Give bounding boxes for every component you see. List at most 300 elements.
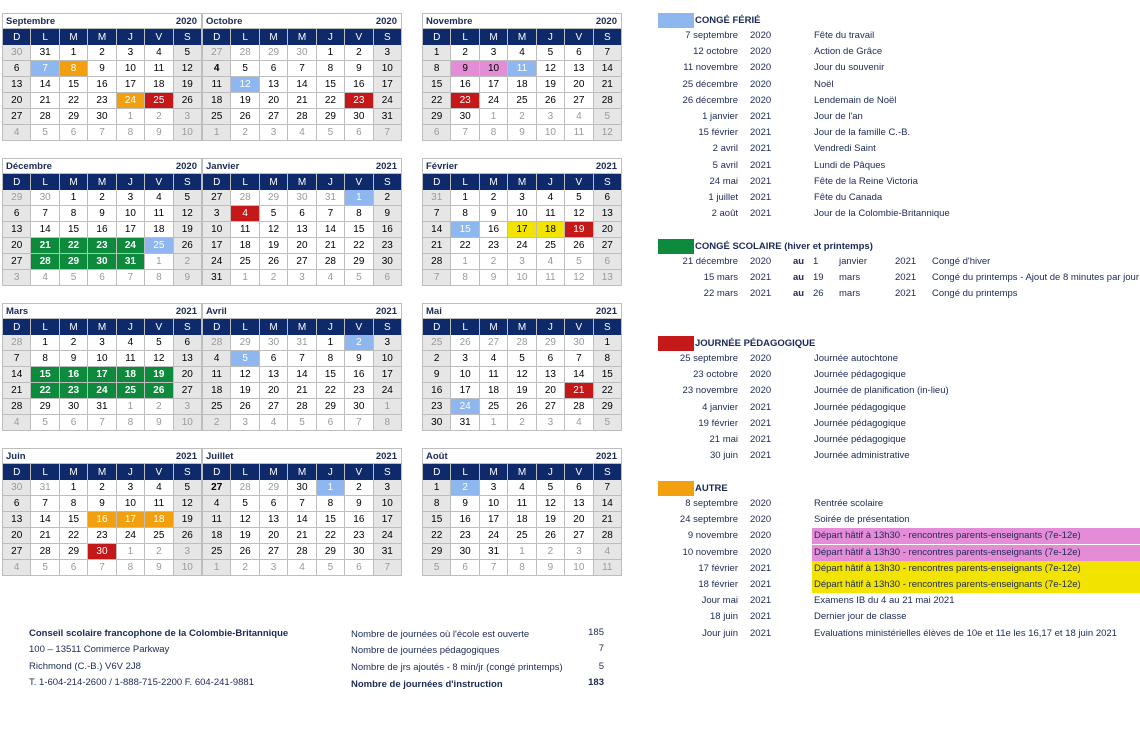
- day-cell: 19: [231, 383, 259, 399]
- weekday-header: J: [317, 319, 345, 335]
- month-header: [2, 158, 202, 174]
- day-cell: 9: [145, 125, 173, 141]
- event-year: 2021: [750, 127, 772, 139]
- day-cell: 29: [594, 399, 622, 415]
- weekday-header: S: [174, 174, 202, 190]
- weekday-header: V: [345, 29, 373, 45]
- day-cell: 10: [88, 351, 116, 367]
- month-name: Novembre: [426, 15, 473, 27]
- day-cell: 7: [88, 415, 116, 431]
- event-year: 2020: [750, 498, 772, 509]
- day-cell: 4: [594, 544, 622, 560]
- day-cell: 17: [374, 367, 402, 383]
- day-cell: 5: [174, 190, 202, 206]
- day-cell: 9: [60, 351, 88, 367]
- weekday-header: D: [3, 29, 31, 45]
- day-cell: 15: [60, 77, 88, 93]
- day-cell: 27: [260, 109, 288, 125]
- event-description: Journée pédagogique: [814, 369, 906, 381]
- day-cell: 7: [88, 125, 116, 141]
- event-year: 2020: [750, 256, 772, 267]
- event-date: 1 juillet: [708, 191, 738, 203]
- day-cell: 11: [145, 496, 173, 512]
- month-year: 2021: [595, 305, 617, 317]
- day-cell: 27: [288, 254, 316, 270]
- event-date: 15 février: [698, 127, 738, 139]
- legend-journee-pedagogique: [650, 335, 1140, 464]
- day-cell: 11: [145, 206, 173, 222]
- day-cell: 11: [480, 367, 508, 383]
- day-cell: 7: [594, 480, 622, 496]
- month-name: Août: [426, 450, 448, 462]
- day-cell: 27: [594, 238, 622, 254]
- day-cell: 4: [508, 45, 536, 61]
- stat-label: Nombre de journées où l'école est ouverte: [351, 629, 530, 640]
- month-year: 2021: [595, 160, 617, 172]
- weekday-header: M: [260, 319, 288, 335]
- day-cell: 13: [260, 77, 288, 93]
- month-header: [202, 13, 402, 29]
- day-cell: 8: [374, 415, 402, 431]
- day-cell: 10: [480, 496, 508, 512]
- day-cell: 3: [260, 125, 288, 141]
- month-grid: [202, 174, 402, 286]
- day-cell: 3: [508, 190, 536, 206]
- day-cell: 23: [345, 528, 373, 544]
- day-cell: 16: [451, 512, 479, 528]
- month-grid: [422, 174, 622, 286]
- day-cell: 27: [565, 93, 593, 109]
- day-cell: 3: [374, 45, 402, 61]
- day-cell: 1: [451, 190, 479, 206]
- month-calendars: [2, 13, 617, 583]
- day-cell: 17: [203, 238, 231, 254]
- day-cell: 2: [480, 254, 508, 270]
- weekday-header: S: [174, 319, 202, 335]
- day-cell: 7: [288, 61, 316, 77]
- weekday-header: S: [174, 29, 202, 45]
- day-cell: 26: [174, 528, 202, 544]
- day-cell: 5: [508, 351, 536, 367]
- end-day: 19: [813, 272, 824, 284]
- weekday-header: M: [260, 174, 288, 190]
- day-cell: 3: [508, 254, 536, 270]
- day-cell: 27: [3, 109, 31, 125]
- day-cell: 24: [480, 93, 508, 109]
- day-cell: 8: [117, 415, 145, 431]
- day-cell: 16: [374, 222, 402, 238]
- day-cell: 29: [345, 254, 373, 270]
- day-cell: 3: [537, 415, 565, 431]
- month-september: [2, 13, 202, 141]
- day-cell: 13: [594, 206, 622, 222]
- day-cell: 11: [145, 61, 173, 77]
- day-cell: 18: [231, 238, 259, 254]
- day-cell: 2: [451, 45, 479, 61]
- day-cell: 4: [203, 351, 231, 367]
- day-cell: 7: [423, 270, 451, 286]
- event-description: Vendredi Saint: [814, 143, 876, 155]
- weekday-header: V: [565, 464, 593, 480]
- day-cell: 13: [260, 367, 288, 383]
- day-cell: 2: [508, 109, 536, 125]
- day-cell: 26: [231, 109, 259, 125]
- day-cell: 15: [31, 367, 59, 383]
- day-cell: 26: [174, 93, 202, 109]
- event-description: Fête du travail: [814, 30, 875, 41]
- day-cell: 5: [260, 206, 288, 222]
- org-name: Conseil scolaire francophone de la Colombie-Britannique: [29, 628, 289, 639]
- day-cell: 21: [423, 238, 451, 254]
- day-cell: 20: [174, 367, 202, 383]
- day-cell: 26: [174, 238, 202, 254]
- range-separator: au: [793, 272, 805, 284]
- day-cell: 15: [423, 512, 451, 528]
- day-cell: 5: [31, 560, 59, 576]
- day-cell: 30: [565, 335, 593, 351]
- end-year: 2021: [895, 256, 917, 267]
- day-cell: 29: [260, 480, 288, 496]
- day-cell: 11: [537, 270, 565, 286]
- day-cell: 4: [317, 270, 345, 286]
- day-cell: 17: [117, 222, 145, 238]
- month-name: Juillet: [206, 450, 234, 462]
- month-year: 2021: [595, 450, 617, 462]
- legend-row: [650, 512, 1140, 528]
- month-header: [202, 158, 402, 174]
- event-description: Départ hâtif à 13h30 - rencontres parents-enseignants (7e-12e): [814, 546, 1081, 558]
- legend-row: [650, 141, 1140, 157]
- day-cell: 21: [288, 383, 316, 399]
- month-year: 2020: [175, 160, 197, 172]
- day-cell: 6: [451, 560, 479, 576]
- weekday-header: D: [203, 464, 231, 480]
- day-cell: 26: [231, 399, 259, 415]
- day-cell: 23: [88, 238, 116, 254]
- day-cell: 2: [88, 45, 116, 61]
- event-date: Jour mai: [701, 595, 738, 607]
- day-cell: 1: [508, 544, 536, 560]
- day-cell: 29: [60, 254, 88, 270]
- legend-row: [650, 448, 1140, 464]
- day-cell: 1: [423, 45, 451, 61]
- month-name: Septembre: [6, 15, 56, 27]
- event-description: Examens IB du 4 au 21 mai 2021: [814, 595, 955, 607]
- day-cell: 2: [345, 335, 373, 351]
- day-cell: 2: [537, 544, 565, 560]
- weekday-header: J: [117, 29, 145, 45]
- weekday-header: L: [31, 319, 59, 335]
- weekday-header: J: [117, 464, 145, 480]
- event-date: 8 septembre: [685, 498, 738, 509]
- day-cell: 17: [480, 77, 508, 93]
- day-cell: 5: [537, 45, 565, 61]
- day-cell: 16: [88, 512, 116, 528]
- day-cell: 31: [288, 335, 316, 351]
- day-cell: 27: [203, 480, 231, 496]
- end-day: 1: [813, 256, 819, 267]
- month-year: 2021: [375, 450, 397, 462]
- weekday-header: J: [537, 29, 565, 45]
- weekday-header: D: [3, 174, 31, 190]
- weekday-header: V: [145, 29, 173, 45]
- day-cell: 16: [480, 222, 508, 238]
- event-date: 23 octobre: [693, 369, 738, 381]
- day-cell: 8: [117, 560, 145, 576]
- day-cell: 27: [260, 399, 288, 415]
- weekday-header: M: [288, 174, 316, 190]
- day-cell: 15: [594, 367, 622, 383]
- day-cell: 15: [60, 222, 88, 238]
- month-header: [422, 448, 622, 464]
- day-cell: 15: [317, 512, 345, 528]
- day-cell: 1: [60, 190, 88, 206]
- day-cell: 1: [117, 544, 145, 560]
- weekday-header: V: [345, 174, 373, 190]
- weekday-header: L: [231, 319, 259, 335]
- day-cell: 31: [423, 190, 451, 206]
- weekday-header: M: [288, 29, 316, 45]
- day-cell: 8: [423, 496, 451, 512]
- day-cell: 2: [231, 560, 259, 576]
- day-cell: 29: [31, 399, 59, 415]
- weekday-header: M: [480, 174, 508, 190]
- day-cell: 25: [145, 93, 173, 109]
- weekday-header: S: [374, 464, 402, 480]
- day-cell: 10: [117, 206, 145, 222]
- event-description: Fête de la Reine Victoria: [814, 175, 918, 187]
- event-year: 2021: [750, 272, 772, 284]
- day-cell: 31: [31, 45, 59, 61]
- weekday-header: M: [88, 174, 116, 190]
- day-cell: 1: [594, 335, 622, 351]
- event-description: Congé du printemps - Ajout de 8 minutes par jour: [932, 272, 1140, 284]
- day-cell: 17: [374, 512, 402, 528]
- day-cell: 24: [88, 383, 116, 399]
- day-cell: 19: [537, 512, 565, 528]
- day-cell: 22: [31, 383, 59, 399]
- event-description: Jour de la famille C.-B.: [814, 127, 911, 139]
- event-description: Jour du souvenir: [814, 62, 885, 74]
- day-cell: 26: [145, 383, 173, 399]
- weekday-header: V: [565, 29, 593, 45]
- day-cell: 20: [3, 238, 31, 254]
- event-date: 22 mars: [703, 288, 738, 300]
- legend-row: [650, 60, 1140, 76]
- event-year: 2021: [750, 578, 772, 590]
- day-cell: 11: [537, 206, 565, 222]
- day-cell: 26: [537, 528, 565, 544]
- day-cell: 16: [451, 77, 479, 93]
- month-name: Février: [426, 160, 458, 172]
- day-cell: 10: [174, 560, 202, 576]
- day-cell: 21: [288, 93, 316, 109]
- day-cell: 7: [565, 351, 593, 367]
- day-cell: 26: [565, 238, 593, 254]
- weekday-header: V: [565, 174, 593, 190]
- event-year: 2021: [750, 595, 772, 607]
- day-cell: 14: [288, 512, 316, 528]
- event-year: 2021: [750, 562, 772, 574]
- weekday-header: M: [480, 464, 508, 480]
- day-cell: 24: [374, 528, 402, 544]
- day-cell: 2: [345, 480, 373, 496]
- event-description: Congé d'hiver: [932, 256, 991, 267]
- day-cell: 25: [508, 528, 536, 544]
- day-cell: 3: [88, 335, 116, 351]
- day-cell: 10: [174, 125, 202, 141]
- day-cell: 3: [174, 399, 202, 415]
- month-grid: [2, 319, 202, 431]
- weekday-header: M: [60, 464, 88, 480]
- day-cell: 12: [231, 512, 259, 528]
- day-cell: 7: [374, 560, 402, 576]
- day-cell: 6: [60, 125, 88, 141]
- month-year: 2021: [375, 305, 397, 317]
- event-date: 18 février: [698, 578, 738, 590]
- day-cell: 17: [508, 222, 536, 238]
- month-year: 2020: [175, 15, 197, 27]
- event-date: 19 février: [698, 417, 738, 429]
- weekday-header: L: [451, 174, 479, 190]
- stat-label: Nombre de jrs ajoutés - 8 min/jr (congé printemps): [351, 662, 563, 673]
- day-cell: 6: [288, 206, 316, 222]
- weekday-header: S: [174, 464, 202, 480]
- day-cell: 8: [145, 270, 173, 286]
- end-month: mars: [839, 288, 861, 300]
- legend-row: [650, 77, 1140, 93]
- day-cell: 16: [60, 367, 88, 383]
- day-cell: 8: [60, 496, 88, 512]
- day-cell: 19: [174, 77, 202, 93]
- weekday-header: L: [31, 174, 59, 190]
- day-cell: 9: [451, 496, 479, 512]
- org-address-line2: Richmond (C.-B.) V6V 2J8: [29, 661, 141, 672]
- day-cell: 6: [594, 190, 622, 206]
- day-cell: 11: [231, 222, 259, 238]
- event-description: Rentrée scolaire: [814, 498, 884, 509]
- day-cell: 2: [145, 109, 173, 125]
- day-cell: 5: [423, 560, 451, 576]
- day-cell: 12: [565, 206, 593, 222]
- day-cell: 2: [203, 415, 231, 431]
- weekday-header: M: [480, 319, 508, 335]
- day-cell: 31: [317, 190, 345, 206]
- day-cell: 6: [565, 45, 593, 61]
- day-cell: 27: [260, 544, 288, 560]
- month-name: Avril: [206, 305, 227, 317]
- weekday-header: J: [317, 29, 345, 45]
- day-cell: 4: [288, 560, 316, 576]
- day-cell: 1: [317, 335, 345, 351]
- day-cell: 11: [594, 560, 622, 576]
- day-cell: 3: [374, 335, 402, 351]
- day-cell: 8: [117, 125, 145, 141]
- legend-row: [650, 270, 1140, 286]
- day-cell: 6: [423, 125, 451, 141]
- day-cell: 9: [345, 496, 373, 512]
- day-cell: 18: [145, 222, 173, 238]
- day-cell: 15: [317, 77, 345, 93]
- day-cell: 8: [317, 496, 345, 512]
- day-cell: 1: [203, 560, 231, 576]
- day-cell: 7: [345, 415, 373, 431]
- day-cell: 11: [565, 125, 593, 141]
- day-cell: 22: [317, 93, 345, 109]
- month-name: Janvier: [206, 160, 240, 172]
- month-january: [202, 158, 402, 286]
- day-cell: 30: [451, 544, 479, 560]
- event-year: 2021: [750, 627, 772, 639]
- month-march: [2, 303, 202, 431]
- legend-section-title: JOURNÉE PÉDAGOGIQUE: [695, 337, 816, 349]
- month-name: Octobre: [206, 15, 243, 27]
- day-cell: 11: [117, 351, 145, 367]
- event-date: 9 novembre: [687, 530, 738, 542]
- weekday-header: D: [203, 319, 231, 335]
- weekday-header: V: [345, 464, 373, 480]
- day-cell: 28: [3, 335, 31, 351]
- legend-section-header: [650, 335, 1140, 351]
- day-cell: 7: [423, 206, 451, 222]
- weekday-header: M: [260, 464, 288, 480]
- day-cell: 10: [374, 496, 402, 512]
- day-cell: 14: [3, 367, 31, 383]
- day-cell: 3: [203, 206, 231, 222]
- legend-row: [650, 626, 1140, 642]
- event-description: Lundi de Pâques: [814, 159, 886, 171]
- day-cell: 14: [594, 61, 622, 77]
- month-header: [202, 448, 402, 464]
- day-cell: 25: [117, 383, 145, 399]
- month-name: Mai: [426, 305, 442, 317]
- month-grid: [2, 174, 202, 286]
- day-cell: 30: [345, 399, 373, 415]
- weekday-header: M: [60, 174, 88, 190]
- end-month: mars: [839, 272, 861, 284]
- day-cell: 2: [145, 544, 173, 560]
- day-cell: 25: [203, 544, 231, 560]
- day-cell: 8: [508, 560, 536, 576]
- day-cell: 6: [537, 351, 565, 367]
- day-cell: 30: [31, 190, 59, 206]
- day-cell: 25: [508, 93, 536, 109]
- weekday-header: L: [451, 319, 479, 335]
- event-year: 2021: [750, 159, 772, 171]
- day-cell: 16: [88, 77, 116, 93]
- day-cell: 2: [508, 415, 536, 431]
- day-cell: 28: [317, 254, 345, 270]
- day-cell: 9: [88, 61, 116, 77]
- day-cell: 14: [594, 496, 622, 512]
- event-description: Fête du Canada: [814, 191, 883, 203]
- day-cell: 12: [174, 61, 202, 77]
- day-cell: 20: [537, 383, 565, 399]
- weekday-header: V: [145, 174, 173, 190]
- event-year: 2020: [750, 30, 772, 41]
- day-cell: 4: [565, 415, 593, 431]
- day-cell: 4: [288, 125, 316, 141]
- legend-row: [650, 545, 1140, 561]
- end-month: janvier: [839, 256, 867, 267]
- day-cell: 22: [317, 383, 345, 399]
- day-cell: 16: [345, 367, 373, 383]
- weekday-header: M: [88, 464, 116, 480]
- day-cell: 10: [508, 270, 536, 286]
- day-cell: 17: [451, 383, 479, 399]
- day-cell: 23: [88, 93, 116, 109]
- day-cell: 9: [480, 270, 508, 286]
